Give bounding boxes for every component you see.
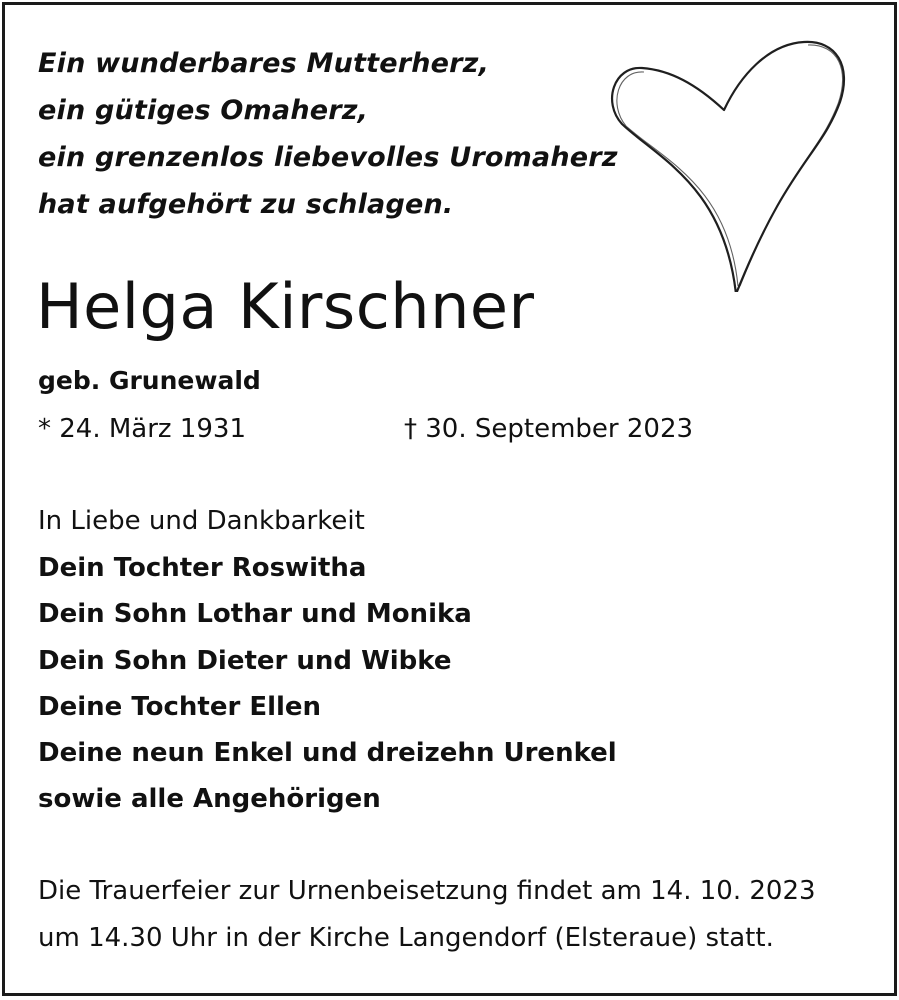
mourner-line-5: Deine neun Enkel und dreizehn Urenkel — [38, 738, 617, 768]
verse-line-4: hat aufgehört zu schlagen. — [38, 189, 454, 220]
verse-line-1: Ein wunderbares Mutterherz, — [38, 48, 490, 79]
mourner-line-6: sowie alle Angehörigen — [38, 784, 381, 814]
heart-outline-icon — [608, 36, 848, 292]
mourner-line-2: Dein Sohn Lothar und Monika — [38, 599, 472, 629]
mourners-intro: In Liebe und Dankbarkeit — [38, 506, 365, 536]
service-line-2: um 14.30 Uhr in der Kirche Langendorf (Elsteraue) statt. — [38, 923, 774, 953]
mourner-line-4: Deine Tochter Ellen — [38, 692, 322, 722]
death-date: † 30. September 2023 — [404, 414, 694, 444]
verse-line-2: ein gütiges Omaherz, — [38, 95, 369, 126]
birth-date: * 24. März 1931 — [38, 414, 247, 444]
mourner-line-3: Dein Sohn Dieter und Wibke — [38, 646, 452, 676]
mourner-line-1: Dein Tochter Roswitha — [38, 553, 367, 583]
service-line-1: Die Trauerfeier zur Urnenbeisetzung findet am 14. 10. 2023 — [38, 876, 816, 906]
maiden-name: geb. Grunewald — [38, 366, 261, 395]
deceased-name: Helga Kirschner — [36, 270, 535, 343]
verse-line-3: ein grenzenlos liebevolles Uromaherz — [38, 142, 618, 173]
